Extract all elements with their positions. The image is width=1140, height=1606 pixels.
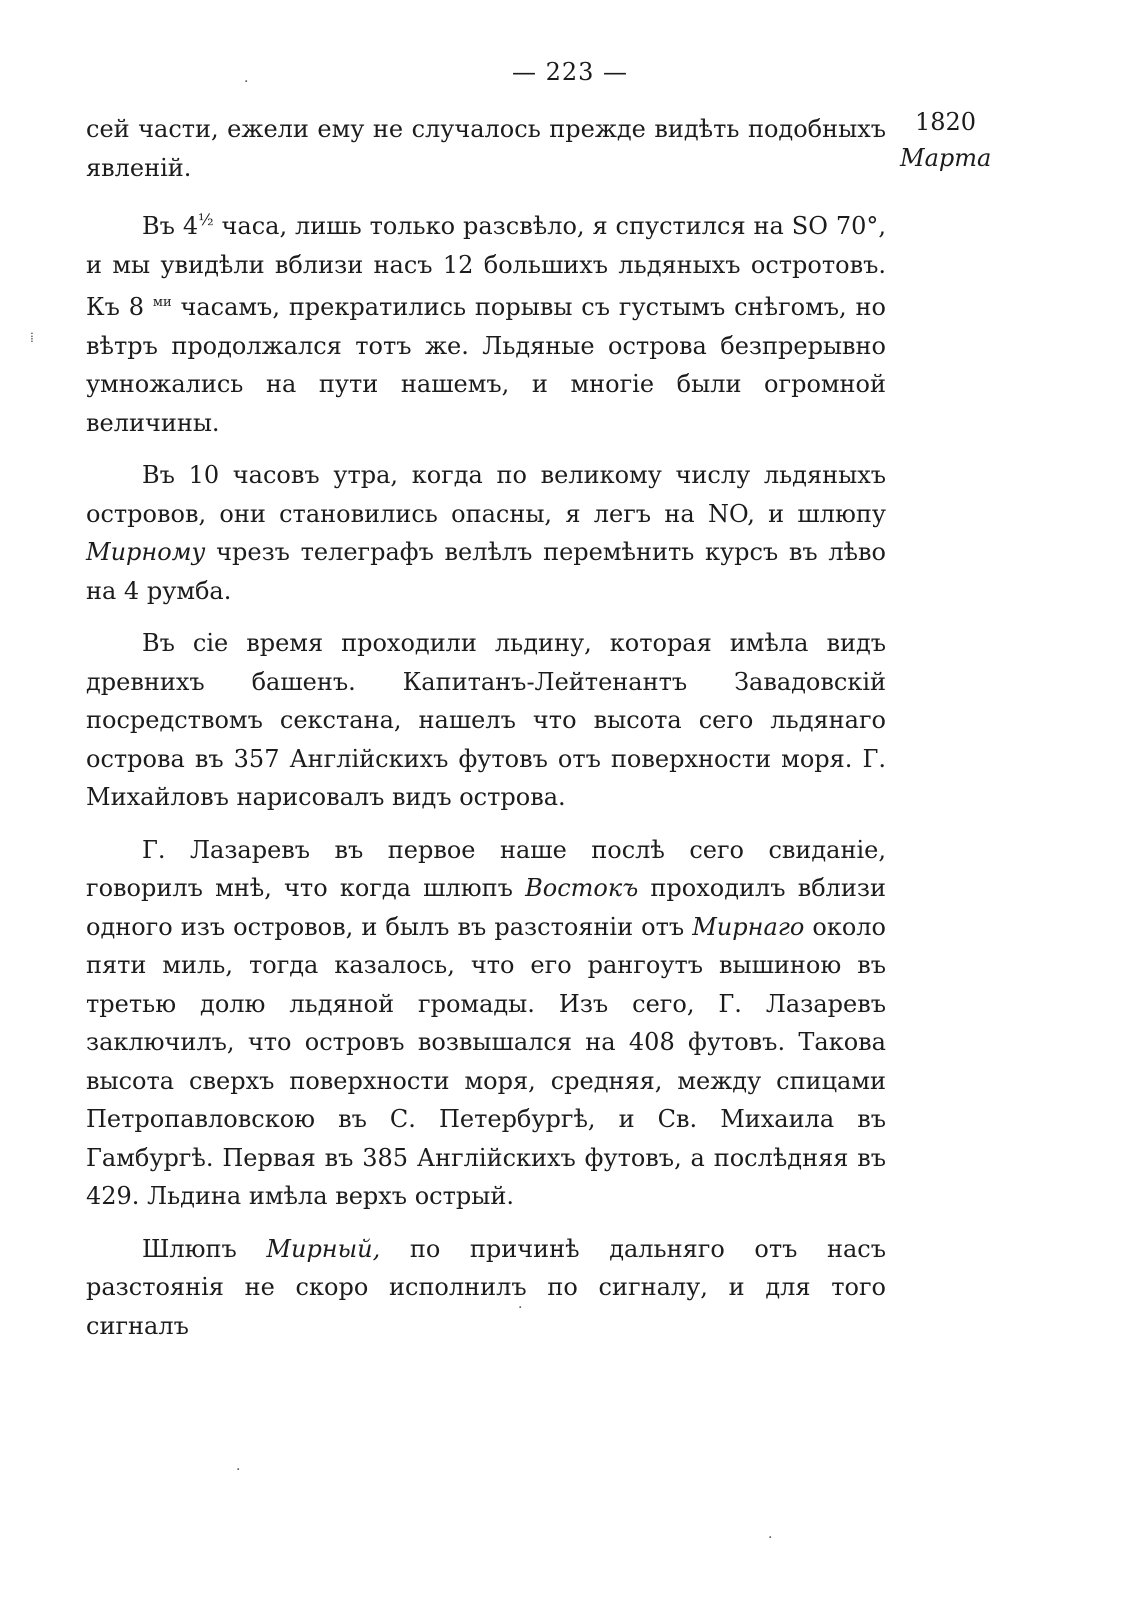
text-run: Шлюпъ	[142, 1234, 267, 1263]
text-run: Г. Лазаревъ въ первое наше послѣ сего свиданіе, говорилъ мнѣ, что когда шлюпъ	[86, 835, 886, 902]
text-run: часамъ, прекратились порывы съ густымъ снѣгомъ, но вѣтръ продолжался тотъ же. Льдяные острова безпрерывно умножались на пути нашемъ, и многіе были огромной величины.	[86, 293, 886, 437]
paragraph	[86, 624, 886, 817]
paragraph	[86, 1230, 886, 1346]
text-run: сей части, ежели ему не случалось прежде видѣть подобныхъ явленій.	[86, 115, 886, 182]
text-run: по причинѣ дальняго отъ насъ разстоянія не скоро исполнилъ по сигналу, и для того сигналъ	[86, 1234, 886, 1340]
superscript: ½	[198, 210, 214, 229]
superscript: ми	[152, 295, 172, 310]
paragraph	[86, 110, 886, 187]
text-run: Въ 10 часовъ утра, когда по великому числу льдяныхъ островов, они становились опасны, я легъ на NO, и шлюпу	[86, 461, 886, 528]
paragraph	[86, 456, 886, 610]
text-run: Въ сіе время проходили льдину, которая имѣла видъ древнихъ башенъ. Капитанъ-Лейтенантъ Завадовскій посредствомъ секстана, нашелъ что высота сего льдянаго острова въ 357 Англійскихъ футовъ отъ поверхности моря. Г. Михайловъ нарисовалъ видъ острова.	[86, 629, 886, 811]
paragraph	[86, 831, 886, 1216]
scan-speck: ·	[518, 1300, 523, 1316]
italic-name: Мирный,	[266, 1234, 381, 1263]
italic-name: Мирному	[86, 538, 206, 566]
margin-year: 1820	[915, 108, 977, 136]
text-run: проходилъ вблизи одного изъ островов, и былъ въ разстояніи отъ	[86, 874, 886, 941]
text-run: чрезъ телеграфъ велѣлъ перемѣнить курсъ въ лѣво на 4 румба.	[86, 538, 886, 605]
text-run: часа, лишь только разсвѣло, я спустился на SO 70°, и мы увидѣли вблизи насъ 12 большихъ льдяныхъ остротовъ. Къ 8	[86, 212, 886, 321]
scan-speck: ·	[244, 74, 249, 90]
page-number: — 223 —	[511, 58, 629, 86]
italic-name: Мирнаго	[692, 912, 805, 941]
scan-speck: ⁞	[30, 330, 34, 346]
text-run: около пяти миль, тогда казалось, что его рангоутъ вышиною въ третью долю льдяной громады. Изъ сего, Г. Лазаревъ заключилъ, что островъ возвышался на 408 футовъ. Такова высота сверхъ поверхности моря, средняя, между спицами Петропавловскою въ С. Петербургѣ, и Св. Михаила въ Гамбургѣ. Первая въ 385 Англійскихъ футовъ, а послѣдняя въ 429. Льдина имѣла верхъ острый.	[86, 912, 886, 1210]
italic-name: Востокъ	[525, 874, 639, 902]
body-text	[86, 110, 886, 1345]
paragraph	[86, 201, 886, 442]
scan-speck: ·	[236, 1462, 241, 1478]
scan-speck: ·	[768, 1530, 773, 1546]
margin-month: Марта	[900, 144, 992, 172]
text-run: Въ 4	[142, 212, 199, 240]
